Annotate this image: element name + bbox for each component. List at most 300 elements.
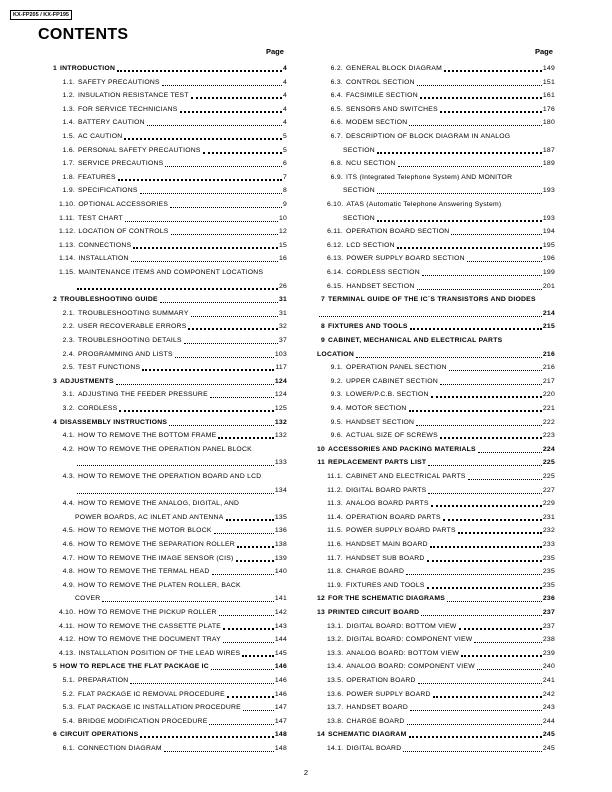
toc-entry-number: 5.4.: [62, 717, 75, 725]
toc-entry[interactable]: [309, 470, 555, 483]
toc-entry-label: [327, 225, 449, 238]
toc-entry-title: LCD SECTION: [346, 241, 395, 249]
toc-entry-number: 4.2.: [62, 445, 75, 453]
toc-entry-title: REPLACEMENT PARTS LIST: [328, 459, 427, 467]
toc-entry[interactable]: [41, 742, 287, 755]
toc-entry[interactable]: [309, 280, 555, 293]
toc-entry-page: 136: [274, 527, 287, 535]
toc-entry-number: 6.14.: [327, 269, 344, 276]
toc-entry[interactable]: [41, 388, 287, 401]
toc-entry-number: 9.6.: [330, 432, 343, 440]
toc-entry-number: 3: [52, 377, 57, 385]
toc-entry[interactable]: [41, 144, 287, 157]
toc-entry-label: [59, 742, 162, 755]
toc-entry-title: FEATURES: [78, 173, 116, 181]
toc-entry-label: [59, 470, 261, 483]
toc-entry-title: USER RECOVERABLE ERRORS: [78, 323, 187, 331]
toc-entry-label: [327, 89, 418, 102]
dot-leader: [416, 425, 542, 426]
toc-entry-title: COVER: [75, 595, 101, 603]
toc-entry-page: 133: [274, 459, 287, 467]
toc-entry[interactable]: [41, 116, 287, 129]
dot-leader: [430, 546, 542, 548]
toc-entry-number: 9.1.: [330, 364, 343, 372]
dot-leader: [133, 247, 278, 249]
toc-entry[interactable]: [41, 280, 287, 293]
toc-entry-page: 217: [542, 377, 555, 385]
toc-entry-number: 11.6.: [327, 541, 343, 548]
toc-entry[interactable]: [309, 742, 555, 755]
toc-entry[interactable]: [309, 320, 555, 333]
toc-entry[interactable]: [309, 198, 555, 211]
toc-entry-number: 4.11.: [59, 622, 75, 630]
dot-leader: [160, 302, 278, 303]
toc-entry[interactable]: [41, 293, 287, 306]
toc-entry-page: 196: [542, 255, 555, 263]
toc-entry-number: 14: [316, 731, 325, 739]
dot-leader: [428, 493, 541, 494]
dot-leader: [188, 328, 277, 330]
toc-entry[interactable]: [309, 565, 555, 578]
toc-entry-label: [59, 130, 122, 143]
toc-entry[interactable]: [41, 416, 287, 429]
page-title: CONTENTS: [38, 26, 129, 43]
toc-entry-label: [59, 674, 128, 687]
toc-entry[interactable]: [41, 565, 287, 578]
toc-entry[interactable]: [309, 361, 555, 374]
toc-entry-label: [327, 239, 395, 252]
toc-entry-page: 31: [278, 309, 287, 317]
toc-entry-page: 216: [542, 364, 555, 372]
toc-entry-number: 4.3.: [62, 473, 75, 480]
toc-entry-label: [75, 592, 100, 605]
dot-leader: [474, 642, 541, 643]
toc-entry-number: 6.15.: [327, 282, 344, 290]
toc-entry-label: [59, 633, 221, 646]
toc-entry-label: [327, 76, 415, 89]
toc-entry-number: 4.10.: [59, 609, 76, 616]
dot-leader: [236, 560, 274, 562]
toc-entry[interactable]: [41, 538, 287, 551]
toc-entry-number: 6.13.: [327, 255, 344, 263]
toc-entry-page: 32: [278, 323, 287, 331]
toc-entry[interactable]: [309, 715, 555, 728]
dot-leader: [459, 628, 542, 630]
toc-entry-title: PREPARATION: [78, 677, 129, 684]
toc-entry-label: [327, 252, 465, 265]
toc-entry[interactable]: [309, 620, 555, 633]
toc-entry[interactable]: [41, 443, 287, 456]
toc-entry[interactable]: [309, 388, 555, 401]
dot-leader: [170, 207, 282, 208]
toc-entry[interactable]: [41, 375, 287, 388]
toc-entry[interactable]: [41, 89, 287, 102]
dot-leader: [131, 261, 278, 262]
toc-entry-page: 7: [282, 173, 287, 181]
toc-entry-number: 6.6.: [330, 119, 343, 127]
toc-entry-title: HOW TO REMOVE THE MOTOR BLOCK: [78, 527, 212, 535]
toc-entry[interactable]: [309, 144, 555, 157]
dot-leader: [478, 452, 542, 453]
toc-entry[interactable]: [41, 239, 287, 252]
toc-entry-title: FOR THE SCHEMATIC DIAGRAMS: [328, 595, 446, 603]
toc-entry[interactable]: [41, 76, 287, 89]
toc-entry[interactable]: [41, 728, 287, 741]
toc-entry[interactable]: [41, 456, 287, 469]
toc-entry-label: [59, 348, 173, 361]
toc-entry[interactable]: [41, 660, 287, 673]
toc-entry-title: FLAT PACKAGE IC REMOVAL PROCEDURE: [78, 690, 225, 698]
toc-entry-page: 193: [542, 187, 555, 195]
toc-entry-title: SECTION: [343, 187, 375, 195]
toc-entry-label: [59, 429, 216, 442]
dot-leader: [162, 85, 282, 86]
toc-entry[interactable]: [309, 116, 555, 129]
toc-entry-title: CABINET, MECHANICAL AND ELECTRICAL PARTS: [328, 337, 503, 344]
dot-leader: [116, 384, 274, 385]
toc-entry[interactable]: [309, 130, 555, 143]
toc-entry-number: 4.4.: [62, 500, 75, 508]
toc-entry-number: 4.5.: [62, 527, 75, 535]
toc-entry-number: 1.1.: [62, 78, 75, 86]
toc-entry-label: [59, 198, 168, 211]
toc-entry[interactable]: [41, 429, 287, 442]
toc-entry[interactable]: [41, 361, 287, 374]
toc-entry-number: 1.12.: [59, 228, 76, 236]
toc-entry-label: [327, 620, 457, 633]
toc-entry[interactable]: [41, 715, 287, 728]
toc-entry-page: 233: [542, 541, 555, 548]
toc-entry[interactable]: [41, 266, 287, 279]
toc-entry-page: 117: [275, 364, 287, 372]
toc-entry-label: [327, 470, 466, 483]
toc-entry-page: 5: [282, 133, 287, 140]
toc-entry[interactable]: [41, 307, 287, 320]
toc-entry-title: SERVICE PRECAUTIONS: [78, 160, 164, 168]
toc-entry[interactable]: [309, 511, 555, 524]
toc-entry[interactable]: [309, 701, 555, 714]
toc-entry-title: HANDSET MAIN BOARD: [346, 541, 428, 548]
toc-entry[interactable]: [309, 402, 555, 415]
toc-entry-number: 1.10.: [59, 201, 76, 208]
toc-entry-page: 15: [278, 241, 287, 249]
toc-entry[interactable]: [41, 212, 287, 225]
dot-leader: [406, 574, 542, 575]
toc-entry-title: CABINET AND ELECTRICAL PARTS: [346, 473, 466, 480]
toc-entry[interactable]: [41, 484, 287, 497]
dot-leader: [243, 710, 274, 711]
toc-entry[interactable]: [41, 103, 287, 116]
toc-entry[interactable]: [41, 701, 287, 714]
toc-entry-page: 244: [542, 717, 555, 725]
dot-leader: [467, 261, 542, 262]
toc-entry[interactable]: [309, 171, 555, 184]
toc-entry-title: OPERATION BOARD: [346, 677, 416, 684]
toc-entry-title: HOW TO REMOVE THE TERMAL HEAD: [78, 568, 210, 576]
toc-entry-label: [327, 62, 442, 75]
toc-entry-label: [59, 307, 189, 320]
toc-entry-number: 6.1.: [62, 745, 75, 752]
toc-entry[interactable]: [309, 633, 555, 646]
toc-entry-title: DESCRIPTION OF BLOCK DIAGRAM IN ANALOG: [346, 133, 511, 140]
toc-entry-page: 201: [542, 282, 555, 290]
dot-leader: [458, 532, 542, 534]
toc-entry[interactable]: [41, 524, 287, 537]
toc-entry-page: 146: [274, 663, 287, 671]
toc-entry-label: [327, 688, 431, 701]
toc-entry[interactable]: [41, 184, 287, 197]
dot-leader: [417, 85, 542, 86]
toc-entry[interactable]: [41, 470, 287, 483]
dot-leader: [428, 465, 542, 466]
toc-entry-label: [327, 116, 407, 129]
toc-entry-number: 5.1.: [62, 677, 75, 684]
toc-entry-number: 11.9.: [327, 581, 343, 589]
toc-entry-page: 240: [542, 663, 555, 671]
dot-leader: [440, 384, 542, 385]
toc-entry-title: TEST FUNCTIONS: [78, 364, 141, 372]
toc-entry[interactable]: [41, 320, 287, 333]
toc-entry-label: [327, 701, 408, 714]
toc-entry-page: 12: [278, 228, 287, 236]
toc-entry[interactable]: [41, 552, 287, 565]
toc-entry[interactable]: [41, 647, 287, 660]
toc-entry[interactable]: [309, 89, 555, 102]
toc-entry-title: TROUBLESHOOTING SUMMARY: [78, 309, 189, 317]
toc-entry[interactable]: [41, 592, 287, 605]
toc-entry[interactable]: [309, 647, 555, 660]
toc-entry[interactable]: [309, 579, 555, 592]
toc-entry-number: 5.3.: [62, 704, 75, 712]
toc-entry-title: HOW TO REMOVE THE ANALOG, DIGITAL, AND: [78, 500, 240, 508]
toc-entry-label: [59, 334, 182, 347]
toc-entry-page: 225: [542, 459, 555, 467]
toc-entry-label: [59, 320, 186, 333]
dot-leader: [227, 696, 274, 698]
toc-entry[interactable]: [41, 620, 287, 633]
toc-entry-label: [327, 429, 438, 442]
toc-entry-page: 132: [274, 418, 287, 426]
toc-entry-page: 245: [542, 745, 555, 752]
toc-entry[interactable]: [309, 76, 555, 89]
toc-entry[interactable]: [309, 524, 555, 537]
toc-entry-page: 195: [542, 241, 555, 249]
toc-entry-label: [317, 348, 354, 361]
toc-entry-title: PROGRAMMING AND LISTS: [78, 350, 173, 358]
toc-entry[interactable]: [309, 225, 555, 238]
toc-entry-number: 11.2.: [327, 486, 343, 494]
toc-entry-page: 144: [274, 636, 287, 644]
toc-entry-number: 6.8.: [330, 160, 343, 168]
toc-entry-page: 151: [542, 78, 555, 86]
dot-leader: [420, 97, 542, 99]
toc-entry[interactable]: [41, 633, 287, 646]
toc-entry-title: HOW TO REMOVE THE DOCUMENT TRAY: [78, 636, 221, 644]
toc-entry[interactable]: [309, 660, 555, 673]
toc-entry-title: HANDSET SECTION: [346, 418, 415, 426]
toc-entry-number: 13.1.: [327, 622, 344, 630]
toc-entry-label: [59, 647, 240, 660]
toc-entry-title: UPPER CABINET SECTION: [346, 377, 438, 385]
toc-entry-page: 145: [274, 649, 287, 657]
dot-leader: [118, 179, 282, 181]
toc-entry-label: [327, 484, 426, 497]
toc-entry-page: 224: [542, 445, 555, 453]
toc-entry[interactable]: [309, 443, 555, 456]
toc-entry[interactable]: [309, 674, 555, 687]
toc-entry[interactable]: [41, 157, 287, 170]
toc-entry[interactable]: [41, 497, 287, 510]
toc-entry-number: 6.2.: [330, 65, 343, 72]
toc-entry[interactable]: [309, 307, 555, 320]
dot-leader: [77, 465, 274, 466]
toc-entry-title: INSTALLATION: [78, 255, 129, 263]
dot-leader: [210, 397, 274, 398]
toc-entry[interactable]: [309, 239, 555, 252]
toc-entry[interactable]: [309, 266, 555, 279]
toc-entry-label: [59, 497, 239, 510]
toc-entry[interactable]: [309, 62, 555, 75]
toc-entry[interactable]: [41, 225, 287, 238]
toc-entry[interactable]: [309, 416, 555, 429]
dot-leader: [461, 655, 542, 657]
toc-entry[interactable]: [309, 688, 555, 701]
dot-leader: [397, 247, 542, 249]
toc-entry-title: ANALOG BOARD: COMPONENT VIEW: [346, 663, 475, 671]
toc-entry-page: 148: [274, 745, 287, 752]
toc-entry-label: [59, 116, 145, 129]
dot-leader: [223, 628, 274, 630]
toc-entry[interactable]: [309, 252, 555, 265]
toc-entry[interactable]: [41, 674, 287, 687]
toc-entry[interactable]: [309, 606, 555, 619]
toc-entry-title: LOCATION: [317, 350, 354, 358]
dot-leader: [119, 410, 274, 412]
toc-entry-label: [59, 524, 212, 537]
toc-entry[interactable]: [309, 552, 555, 565]
toc-entry-label: [309, 320, 408, 333]
toc-entry-page: 231: [542, 513, 555, 521]
toc-entry[interactable]: [309, 103, 555, 116]
toc-entry-label: [327, 388, 429, 401]
toc-entry-label: [327, 552, 425, 565]
toc-entry-number: 9: [320, 337, 325, 344]
dot-leader: [421, 615, 542, 616]
toc-entry-label: [59, 388, 208, 401]
toc-entry[interactable]: [309, 184, 555, 197]
dot-leader: [468, 479, 542, 480]
dot-leader: [431, 396, 542, 398]
toc-entry[interactable]: [309, 538, 555, 551]
toc-entry-label: [327, 198, 501, 211]
toc-entry-label: [59, 252, 129, 265]
toc-entry-page: 148: [274, 731, 287, 739]
dot-leader: [219, 615, 274, 616]
toc-entry[interactable]: [309, 348, 555, 361]
toc-entry-label: [59, 443, 252, 456]
toc-entry[interactable]: [309, 334, 555, 347]
toc-entry-number: 11.1.: [327, 473, 343, 480]
toc-entry-number: 10: [316, 445, 325, 453]
toc-entry[interactable]: [41, 198, 287, 211]
toc-entry-title: INSTALLATION POSITION OF THE LEAD WIRES: [78, 649, 241, 657]
toc-entry-title: ACCESSORIES AND PACKING MATERIALS: [328, 445, 476, 453]
toc-entry[interactable]: [309, 293, 555, 306]
dot-leader: [444, 70, 542, 72]
toc-entry-title: PRINTED CIRCUIT BOARD: [328, 609, 420, 616]
toc-entry[interactable]: [309, 592, 555, 605]
toc-entry-number: 13.2.: [327, 636, 344, 644]
toc-entry[interactable]: [309, 375, 555, 388]
toc-entry-label: [327, 103, 438, 116]
toc-entry-title: HANDSET BOARD: [346, 704, 409, 712]
toc-entry-page: 4: [282, 119, 287, 127]
toc-entry-label: [59, 157, 163, 170]
toc-entry[interactable]: [309, 157, 555, 170]
toc-entry-label: [343, 184, 375, 197]
toc-entry[interactable]: [41, 688, 287, 701]
toc-entry-title: LOWER/P.C.B. SECTION: [346, 391, 429, 399]
toc-entry-number: 11.7.: [327, 554, 343, 562]
toc-entry[interactable]: [41, 130, 287, 143]
toc-entry-page: 31: [278, 296, 287, 304]
toc-entry[interactable]: [41, 62, 287, 75]
toc-entry-title: INTRODUCTION: [60, 65, 116, 72]
toc-entry[interactable]: [41, 252, 287, 265]
dot-leader: [214, 533, 274, 534]
toc-entry-number: 6.11.: [327, 228, 343, 236]
toc-entry-number: 1.8.: [62, 173, 75, 181]
toc-entry-page: 139: [274, 554, 287, 562]
toc-entry-page: 237: [542, 622, 555, 630]
toc-entry-title: OPERATION PANEL SECTION: [346, 364, 447, 372]
toc-entry-title: CIRCUIT OPERATIONS: [60, 731, 139, 739]
toc-entry[interactable]: [309, 212, 555, 225]
toc-entry[interactable]: [41, 171, 287, 184]
toc-entry-page: 238: [542, 636, 555, 644]
toc-entry[interactable]: [41, 402, 287, 415]
toc-entry[interactable]: [309, 456, 555, 469]
toc-entry-label: [327, 497, 429, 510]
toc-entry[interactable]: [309, 429, 555, 442]
toc-entry[interactable]: [41, 348, 287, 361]
toc-entry-number: 2.2.: [62, 323, 75, 331]
toc-entry-page: 141: [274, 595, 287, 603]
toc-entry[interactable]: [309, 497, 555, 510]
toc-entry-page: 245: [542, 731, 555, 739]
toc-entry[interactable]: [309, 484, 555, 497]
toc-entry-title: SECTION: [343, 146, 375, 154]
toc-entry[interactable]: [41, 511, 287, 524]
toc-entry-label: [41, 728, 138, 741]
toc-entry[interactable]: [41, 579, 287, 592]
toc-entry-number: 1.9.: [62, 187, 75, 195]
toc-entry-number: 11.3.: [327, 500, 343, 508]
toc-entry-label: [59, 225, 169, 238]
toc-entry-title: POWER SUPPLY BOARD SECTION: [346, 255, 465, 263]
toc-entry-number: 4: [52, 418, 57, 426]
toc-entry[interactable]: [309, 728, 555, 741]
toc-entry[interactable]: [41, 334, 287, 347]
toc-entry-title: MODEM SECTION: [346, 119, 408, 127]
toc-entry-page: 221: [542, 405, 555, 412]
toc-entry-number: 6.7.: [330, 133, 343, 140]
toc-entry-label: [327, 157, 396, 170]
toc-entry-label: [41, 375, 114, 388]
toc-entry[interactable]: [41, 606, 287, 619]
toc-entry-number: 4.6.: [62, 541, 75, 548]
toc-entry-page: 239: [542, 649, 555, 657]
